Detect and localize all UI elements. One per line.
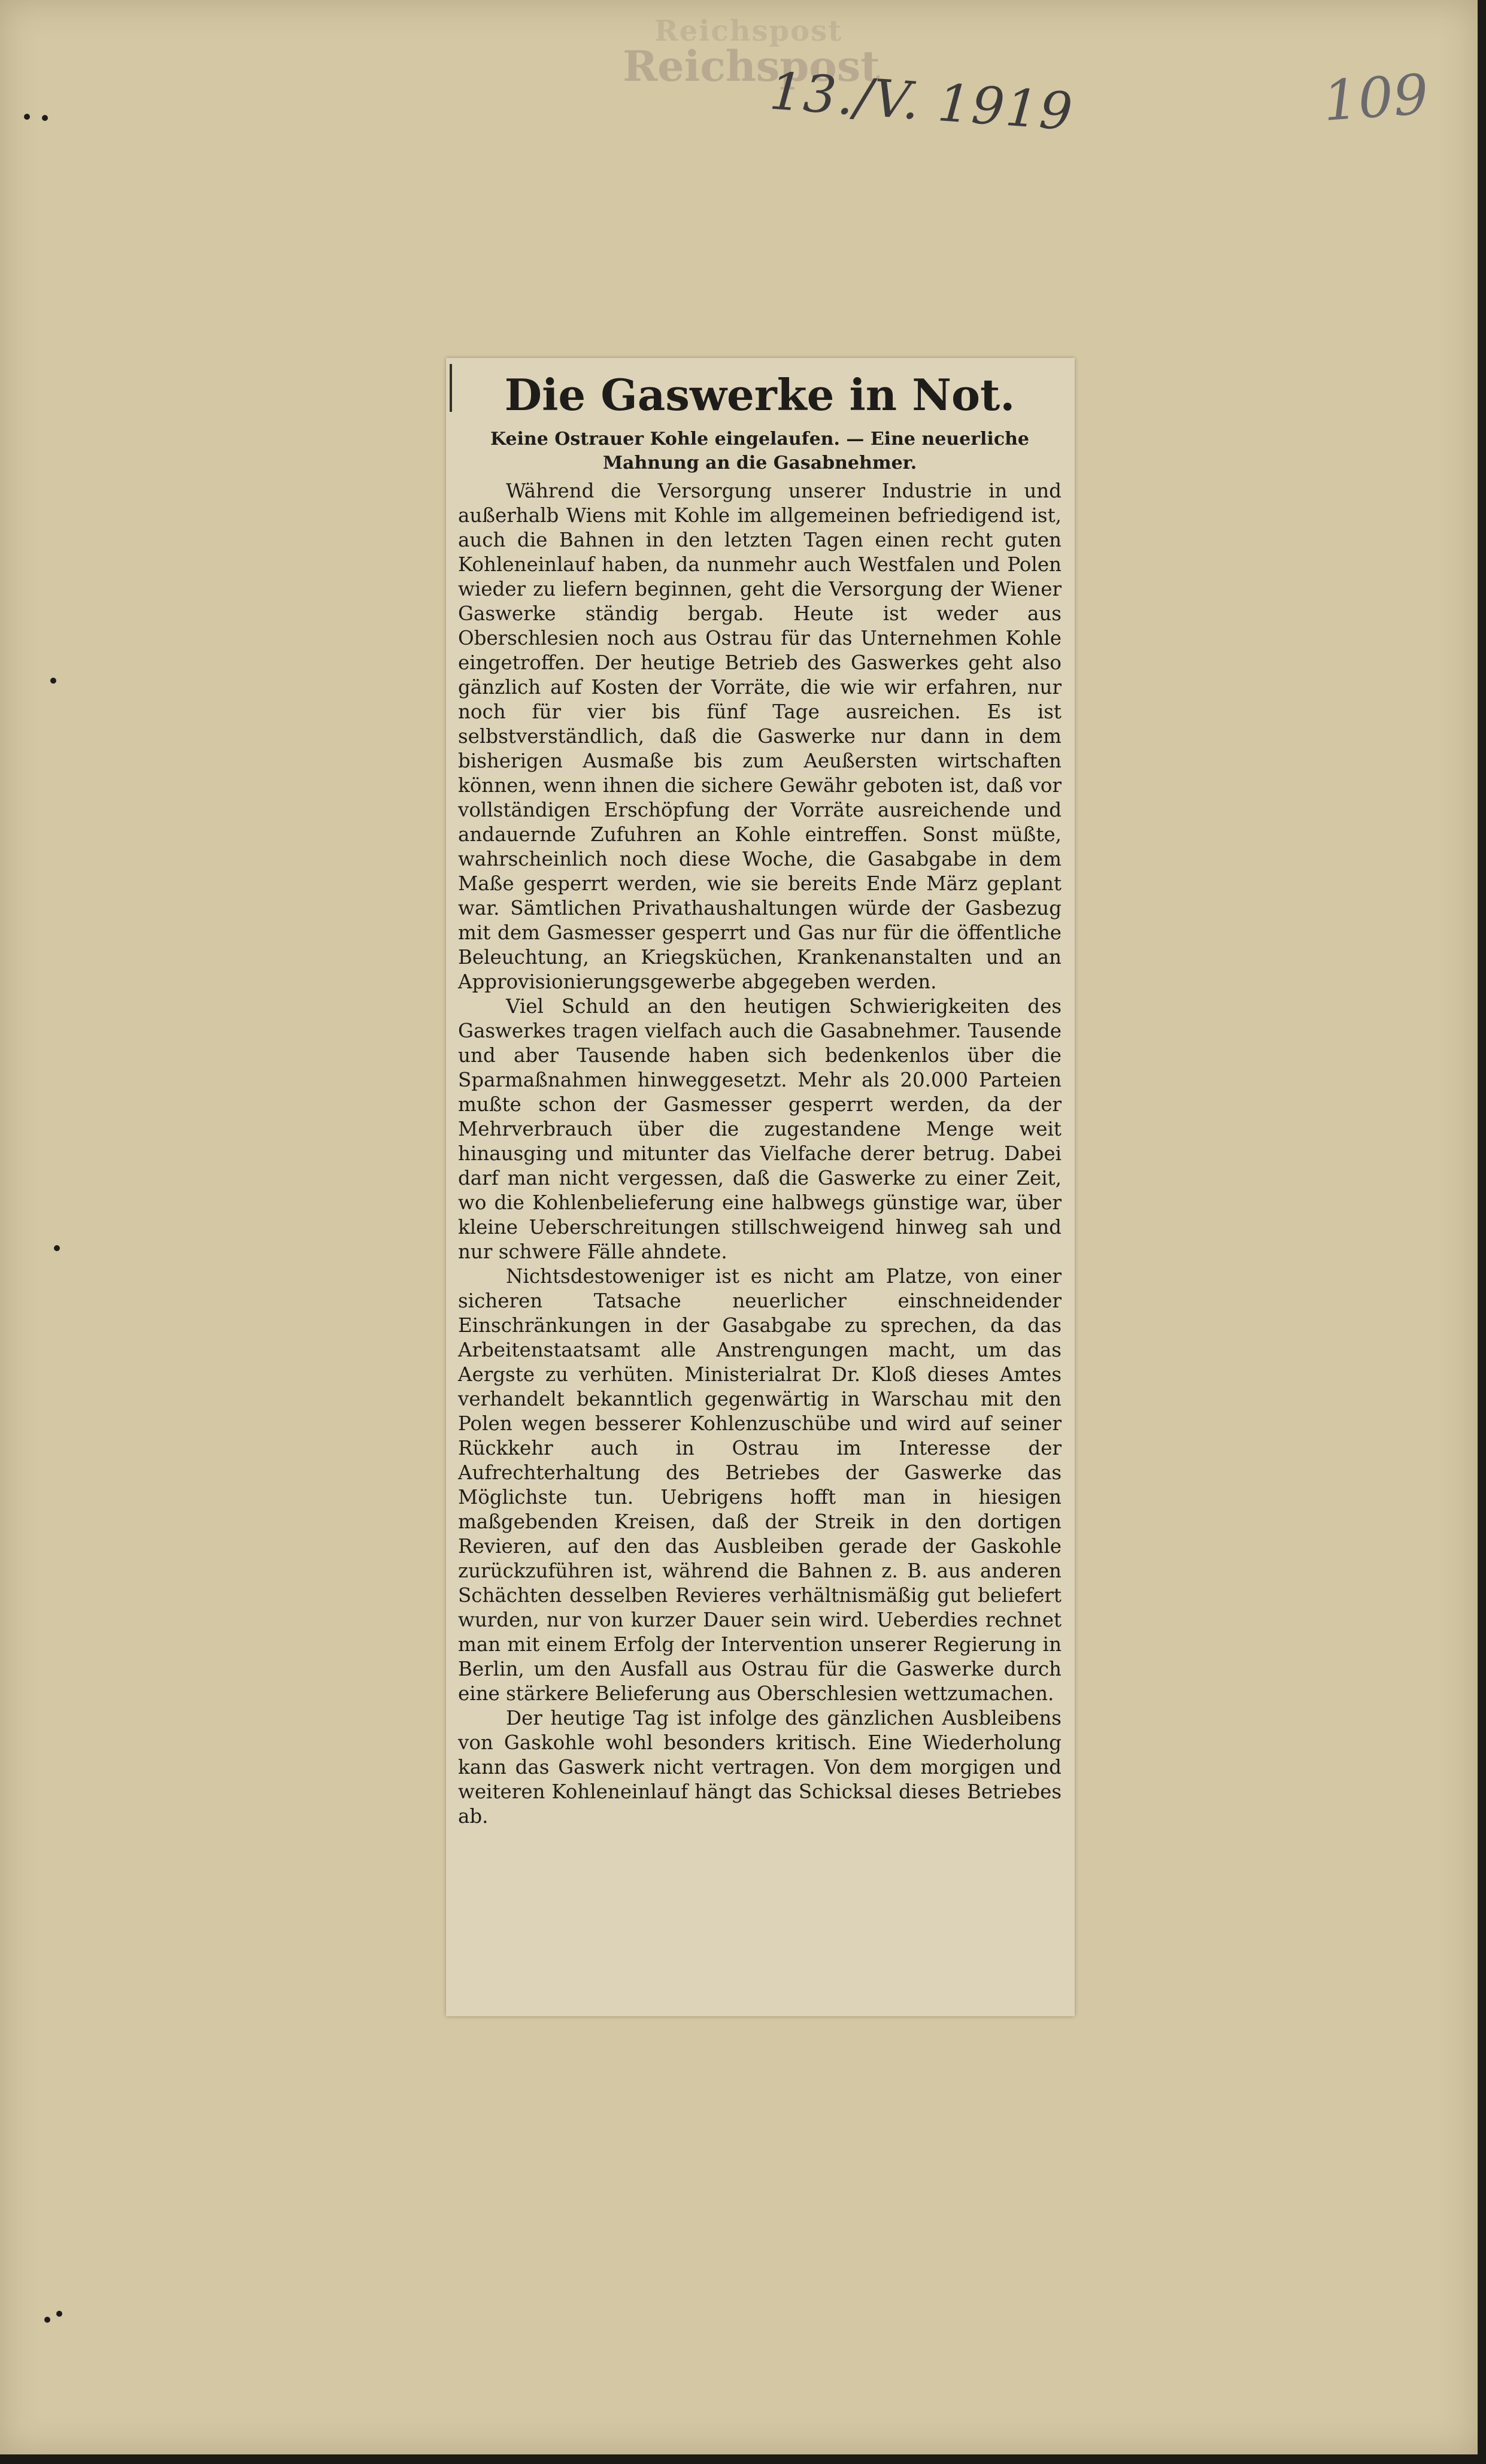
binding-hole-mark bbox=[56, 2311, 62, 2317]
binding-hole-mark bbox=[42, 115, 48, 121]
stamp-main-text: Reichspost bbox=[623, 41, 880, 91]
newspaper-clipping bbox=[446, 358, 1075, 2016]
article-paragraph: Während die Versorgung unserer Industrie in und außerhalb Wiens mit Kohle im allgemeinen befriedigend ist, auch die Bahnen in den letzten Tagen einen recht guten Kohleneinlauf haben, da nunmehr auch Westfalen und Polen wieder zu liefern beginnen, geht die Versorgung der Wiener Gaswerke ständig bergab. Heute ist weder aus Oberschlesien noch aus Ostrau für das Unternehmen Kohle eingetroffen. Der heutige Betrieb des Gaswerkes geht also gänzlich auf Kosten der Vorräte, die wie wir erfahren, nur noch für vier bis fünf Tage ausreichen. Es ist selbstverständlich, daß die Gaswerke nur dann in dem bisherigen Ausmaße bis zum Aeußersten wirtschaften können, wenn ihnen die sichere Gewähr geboten ist, daß vor vollständigen Erschöpfung der Vorräte ausreichende und andauernde Zufuhren an Kohle eintreffen. Sonst müßte, wahrscheinlich noch diese Woche, die Gasabgabe in dem Maße gesperrt werden, wie sie bereits Ende März geplant war. Sämtlichen Privathaushaltungen würde der Gasbezug mit dem Gasmesser gesperrt und Gas nur für die öffentliche Beleuchtung, an Kriegsküchen, Krankenanstalten und an Approvisionierungsgewerbe abgegeben werden. bbox=[458, 480, 1062, 993]
article-paragraph: Der heutige Tag ist infolge des gänzlichen Ausbleibens von Gaskohle wohl besonders kritisch. Eine Wiederholung kann das Gaswerk nicht vertragen. Von dem morgigen und weiteren Kohleneinlauf hängt das Schicksal dieses Betriebes ab. bbox=[458, 1707, 1062, 1828]
stamp-top-text: Reichspost bbox=[654, 14, 843, 48]
binding-hole-mark bbox=[44, 2317, 50, 2323]
binding-hole-mark bbox=[54, 1245, 60, 1251]
article-paragraph: Nichtsdestoweniger ist es nicht am Platze, von einer sicheren Tatsache neuerlicher einschneidender Einschränkungen in der Gasabgabe zu sprechen, da das Arbeitenstaatsamt alle Anstrengungen macht, um das Aergste zu verhüten. Ministerialrat Dr. Kloß dieses Amtes verhandelt bekanntlich gegenwärtig in Warschau mit den Polen wegen besserer Kohlenzuschübe und wird auf seiner Rückkehr auch in Ostrau im Interesse der Aufrechterhaltung des Betriebes der Gaswerke das Möglichste tun. Uebrigens hofft man in hiesigen maßgebenden Kreisen, daß der Streik in den dortigen Revieren, auf den das Ausbleiben gerade der Gaskohle zurückzuführen ist, während die Bahnen z. B. aus anderen Schächten desselben Revieres verhältnismäßig gut beliefert wurden, nur von kurzer Dauer sein wird. Ueberdies rechnet man mit einem Erfolg der Intervention unserer Regierung in Berlin, um den Ausfall aus Ostrau für die Gaswerke durch eine stärkere Belieferung aus Oberschlesien wettzumachen. bbox=[458, 1265, 1062, 1705]
handwritten-date: 13./V. 1919 bbox=[768, 61, 1076, 142]
binding-hole-mark bbox=[50, 678, 56, 684]
article-headline: Die Gaswerke in Not. bbox=[504, 369, 1015, 420]
binding-hole-mark bbox=[24, 114, 30, 120]
handwritten-page-number: 109 bbox=[1321, 62, 1431, 133]
article-subheadline: Keine Ostrauer Kohle eingelaufen. — Eine neuerliche Mahnung an die Gasabnehmer. bbox=[490, 429, 1029, 474]
clipping-edge-rule bbox=[450, 364, 452, 412]
article-paragraph: Viel Schuld an den heutigen Schwierigkeiten des Gaswerkes tragen vielfach auch die Gasabnehmer. Tausende und aber Tausende haben sich bedenkenlos über die Sparmaßnahmen hinweggesetzt. Mehr als 20.000 Parteien mußte schon der Gasmesser gesperrt werden, da der Mehrverbrauch über die zugestandene Menge weit hinausging und mitunter das Vielfache derer betrug. Dabei darf man nicht vergessen, daß die Gaswerke zu einer Zeit, wo die Kohlenbelieferung eine halbwegs günstige war, über kleine Ueberschreitungen stillschweigend hinweg sah und nur schwere Fälle ahndete. bbox=[458, 995, 1062, 1263]
